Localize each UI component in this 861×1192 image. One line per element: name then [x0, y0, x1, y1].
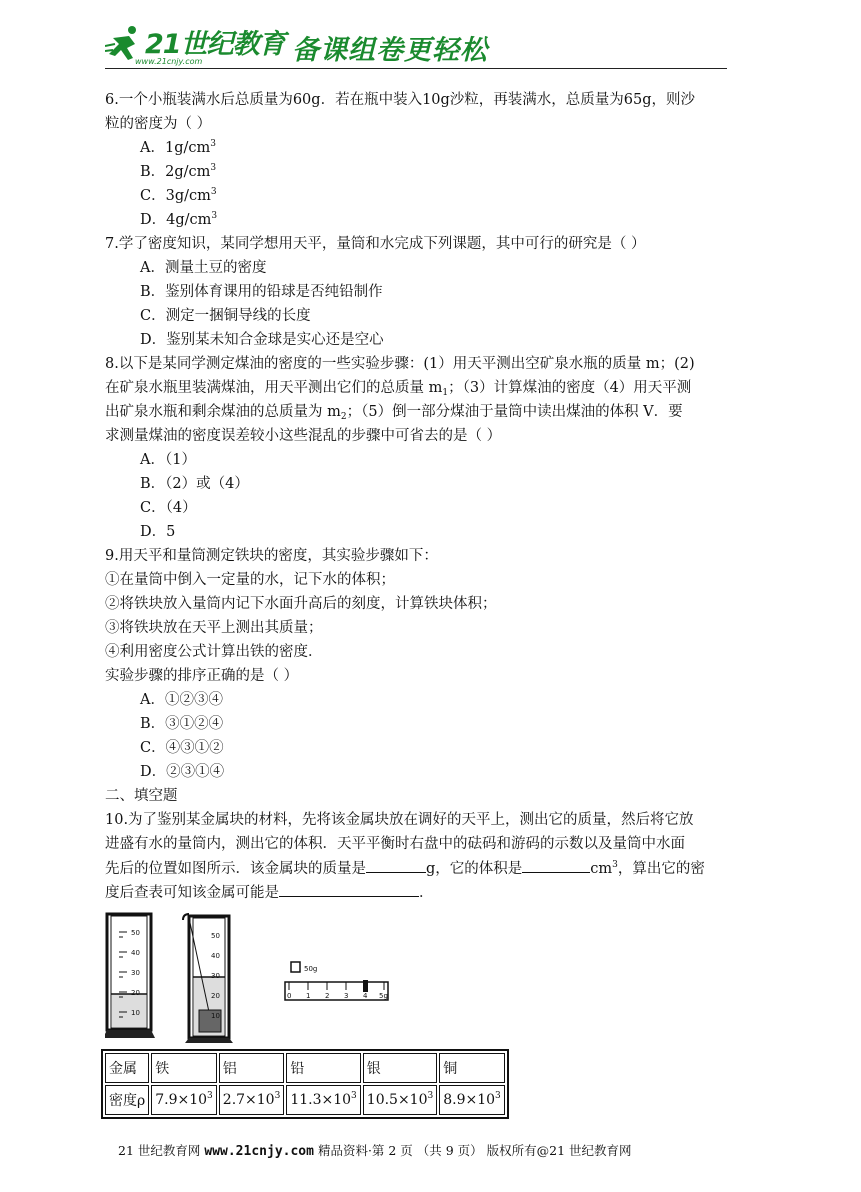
cyl1-tick-20: 20: [131, 989, 140, 997]
q7-option-d: D．鉴别某未知合金球是实心还是空心: [140, 332, 384, 348]
q10-stem-line4: 度后查表可知该金属可能是 ．: [105, 880, 735, 904]
q9-option-a: A．①②③④: [140, 692, 223, 708]
q10-stem-line1: 10.为了鉴别某金属块的材料，先将该金属块放在调好的天平上，测出它的质量，然后将它放: [105, 812, 694, 828]
q6-option-a: A．$1g/cm^3$: [140, 139, 216, 156]
table-cell: $7.9\times 10^3$: [151, 1085, 217, 1115]
q7-option-c: C．测定一捆铜导线的长度: [140, 308, 311, 324]
footer-url[interactable]: www.21cnjy.com: [204, 1144, 314, 1159]
table-cell: 铝: [219, 1053, 285, 1083]
q8-stem-line1: 8.以下是某同学测定煤油的密度的一些实验步骤：(1）用天平测出空矿泉水瓶的质量 m；(2): [105, 356, 695, 372]
scale-tick-3: 3: [344, 992, 349, 1000]
q10-stem-line3: 先后的位置如图所示．该金属块的质量是 g，它的体积是 $cm^3$，算出它的密: [105, 856, 735, 880]
experiment-figure: [105, 912, 425, 1047]
table-cell: $8.9\times 10^3$: [439, 1085, 505, 1115]
q9-option-b: B．③①②④: [140, 716, 224, 732]
header-divider: [105, 68, 727, 69]
cyl2-tick-50: 50: [211, 932, 220, 940]
question-10: [105, 808, 735, 904]
q8-stem-line4: 求测量煤油的密度误差较小这些混乱的步骤中可省去的是（ ）: [105, 428, 502, 444]
q9-step1: ①在量筒中倒入一定量的水，记下水的体积；: [105, 572, 395, 588]
scale-tick-4: 4: [363, 992, 368, 1000]
density-table: [101, 1049, 509, 1119]
table-header-row: [105, 1053, 505, 1083]
q9-option-d: D．②③①④: [140, 764, 225, 780]
q7-stem: 7.学了密度知识，某同学想用天平，量筒和水完成下列课题，其中可行的研究是（ ）: [105, 236, 646, 252]
balance-scale-icon: [285, 962, 388, 1000]
logo-url: www.21cnjy.com: [135, 57, 203, 66]
q8-option-a: A．（1）: [140, 452, 196, 468]
footer-info: 精品资料·第 2 页 （共 9 页） 版权所有@21 世纪教育网: [317, 1143, 632, 1158]
cyl2-tick-20: 20: [211, 992, 220, 1000]
question-9: [105, 544, 735, 784]
q7-option-b: B．鉴别体育课用的铅球是否纯铅制作: [140, 284, 383, 300]
q6-option-d: D．$4g/cm^3$: [140, 211, 218, 228]
cylinder-after-icon: [183, 914, 233, 1043]
header-slogan: 备课组卷更轻松: [292, 35, 488, 66]
table-cell: 铁: [151, 1053, 217, 1083]
cyl2-tick-40: 40: [211, 952, 220, 960]
question-8: [105, 352, 735, 544]
document-body: [105, 88, 735, 904]
table-cell: $10.5\times 10^3$: [363, 1085, 437, 1115]
scale-tick-2: 2: [325, 992, 330, 1000]
q7-option-a: A．测量土豆的密度: [140, 260, 267, 276]
q8-option-d: D．5: [140, 524, 176, 540]
table-cell: $2.7\times 10^3$: [219, 1085, 285, 1115]
table-cell: 铅: [286, 1053, 360, 1083]
q8-stem-line2: 在矿泉水瓶里装满煤油，用天平测出它们的总质量 $m_1$；（3）计算煤油的密度（4）用天平测: [105, 380, 692, 398]
scale-tick-1: 1: [306, 992, 311, 1000]
q10-stem-line2: 进盛有水的量筒内，测出它的体积．天平平衡时右盘中的砝码和游码的示数以及量筒中水面: [105, 836, 685, 852]
page-footer: [118, 1141, 758, 1159]
q9-stem: 9.用天平和量筒测定铁块的密度，其实验步骤如下：: [105, 548, 438, 564]
footer-site: 21 世纪教育网: [118, 1143, 201, 1158]
scale-tick-0: 0: [287, 992, 292, 1000]
q6-option-c: C．$3g/cm^3$: [140, 187, 217, 204]
logo-text: 21世纪教育: [145, 29, 285, 60]
q9-option-c: C．④③①②: [140, 740, 224, 756]
table-cell: $11.3\times 10^3$: [286, 1085, 360, 1115]
q8-stem-line3: 出矿泉水瓶和剩余煤油的总质量为 $m_2$；（5）倒一部分煤油于量筒中读出煤油的体积 V．要: [105, 404, 683, 422]
q8-option-b: B．（2）或（4）: [140, 476, 249, 492]
mass-blank[interactable]: [366, 856, 426, 873]
weight-label: 50g: [304, 965, 318, 973]
table-cell: 密度ρ: [105, 1085, 149, 1115]
question-6: [105, 88, 735, 232]
q6-stem-line2: 粒的密度为（ ）: [105, 116, 212, 132]
section-heading-fill-in: 二、填空题: [105, 788, 178, 804]
q9-step4: ④利用密度公式计算出铁的密度．: [105, 644, 323, 660]
metal-blank[interactable]: [279, 880, 419, 897]
table-cell: 银: [363, 1053, 437, 1083]
page-header: [105, 20, 730, 72]
q9-step2: ②将铁块放入量筒内记下水面升高后的刻度，计算铁块体积；: [105, 596, 497, 612]
cyl1-tick-30: 30: [131, 969, 140, 977]
cylinder-before-icon: [105, 914, 155, 1038]
cyl2-tick-30: 30: [211, 972, 220, 980]
table-row: [105, 1085, 505, 1115]
table-cell: 铜: [439, 1053, 505, 1083]
table-cell: 金属: [105, 1053, 149, 1083]
scale-tick-5g: 5g: [379, 992, 388, 1000]
q6-stem-line1: 6.一个小瓶装满水后总质量为60g．若在瓶中装入10g沙粒，再装满水，总质量为65g，则沙: [105, 92, 696, 108]
cyl1-tick-50: 50: [131, 929, 140, 937]
q9-step3: ③将铁块放在天平上测出其质量；: [105, 620, 323, 636]
q6-option-b: B．$2g/cm^3$: [140, 163, 217, 180]
q8-option-c: C．（4）: [140, 500, 197, 516]
volume-blank[interactable]: [522, 856, 590, 873]
cyl1-tick-40: 40: [131, 949, 140, 957]
question-7: [105, 232, 735, 352]
cyl2-tick-10: 10: [211, 1012, 220, 1020]
cyl1-tick-10: 10: [131, 1009, 140, 1017]
q9-ask: 实验步骤的排序正确的是（ ）: [105, 668, 299, 684]
